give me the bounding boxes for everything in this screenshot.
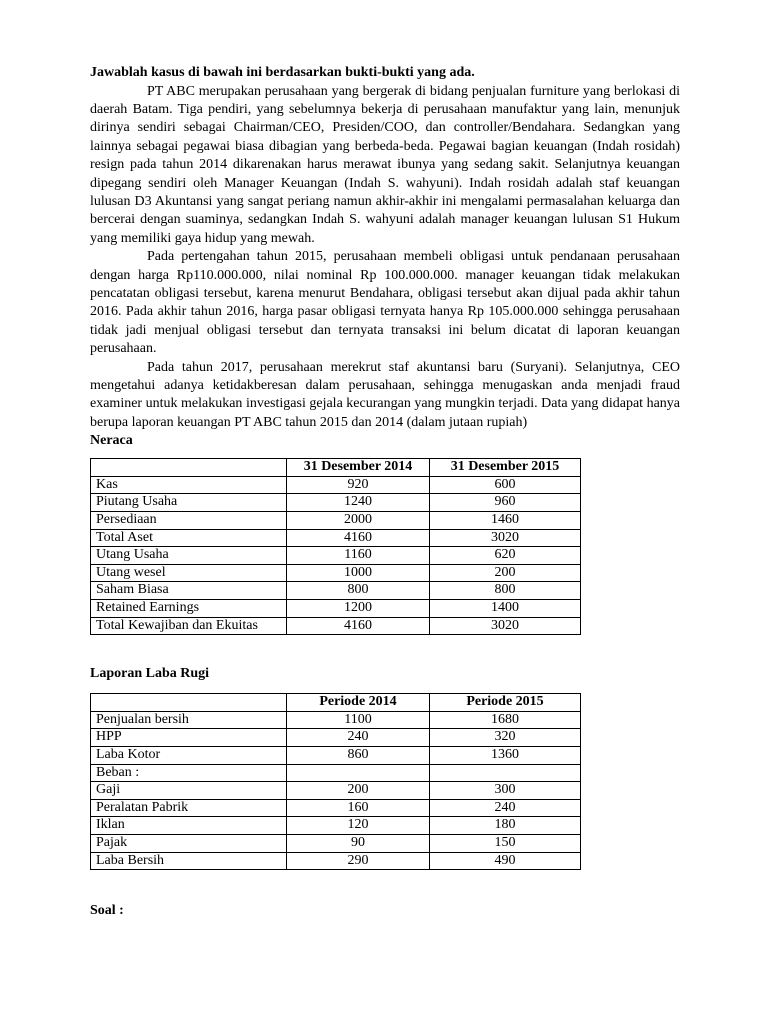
row-label: Saham Biasa — [91, 582, 287, 600]
value-2014: 200 — [287, 782, 430, 800]
value-2015: 150 — [430, 834, 581, 852]
value-2015 — [430, 764, 581, 782]
table-row — [91, 564, 581, 582]
row-label: Iklan — [91, 817, 287, 835]
row-label: Retained Earnings — [91, 599, 287, 617]
table-row — [91, 852, 581, 870]
laba-rugi-header-2015: Periode 2015 — [430, 694, 581, 712]
value-2014: 1160 — [287, 547, 430, 565]
value-2014: 1100 — [287, 711, 430, 729]
value-2014: 4160 — [287, 529, 430, 547]
row-label: Beban : — [91, 764, 287, 782]
neraca-table — [90, 458, 581, 635]
row-label: HPP — [91, 729, 287, 747]
table-row — [91, 512, 581, 530]
value-2014: 1000 — [287, 564, 430, 582]
table-row — [91, 782, 581, 800]
value-2014: 4160 — [287, 617, 430, 635]
value-2015: 300 — [430, 782, 581, 800]
row-label: Utang wesel — [91, 564, 287, 582]
table-row — [91, 582, 581, 600]
row-label: Piutang Usaha — [91, 494, 287, 512]
case-paragraph-2: Pada pertengahan tahun 2015, perusahaan membeli obligasi untuk pendanaan perusahaan dengan harga Rp110.000.000, nilai nominal Rp 100.000.000. manager keuangan tidak melakukan pencatatan obligasi tersebut, karena menurut Bendahara, obligasi tersebut akan dijual pada akhir tahun 2016. Pada akhir tahun 2016, harga pasar obligasi ternyata hanya Rp 105.000.000 sehingga perusahaan tidak jadi menjual obligasi tersebut dan ternyata transaksi ini belum dicatat di laporan keuangan perusahaan. — [90, 249, 680, 357]
laba-rugi-header-label — [91, 694, 287, 712]
value-2015: 180 — [430, 817, 581, 835]
table-row — [91, 547, 581, 565]
table-row — [91, 817, 581, 835]
row-label: Kas — [91, 476, 287, 494]
case-heading: Jawablah kasus di bawah ini berdasarkan bukti-bukti yang ada. — [90, 65, 475, 80]
row-label: Utang Usaha — [91, 547, 287, 565]
row-label: Total Aset — [91, 529, 287, 547]
table-row — [91, 729, 581, 747]
value-2014: 160 — [287, 799, 430, 817]
value-2014: 1240 — [287, 494, 430, 512]
row-label: Laba Kotor — [91, 746, 287, 764]
case-paragraph-3: Pada tahun 2017, perusahaan merekrut staf akuntansi baru (Suryani). Selanjutnya, CEO mengetahui adanya ketidakberesan dalam perusahaan, sehingga menugaskan anda menjadi fraud examiner untuk melakukan investigasi gejala kecurangan yang mungkin terjadi. Data yang didapat hanya berupa laporan keuangan PT ABC tahun 2015 dan 2014 (dalam jutaan rupiah) — [90, 359, 680, 430]
neraca-header-2015: 31 Desember 2015 — [430, 459, 581, 477]
table-row — [91, 711, 581, 729]
value-2014: 1200 — [287, 599, 430, 617]
value-2014 — [287, 764, 430, 782]
table-row — [91, 529, 581, 547]
neraca-title: Neraca — [90, 433, 133, 449]
value-2014: 290 — [287, 852, 430, 870]
table-row — [91, 599, 581, 617]
laba-rugi-header-2014: Periode 2014 — [287, 694, 430, 712]
value-2015: 240 — [430, 799, 581, 817]
value-2015: 1680 — [430, 711, 581, 729]
value-2015: 1400 — [430, 599, 581, 617]
neraca-header-label — [91, 459, 287, 477]
value-2015: 800 — [430, 582, 581, 600]
value-2015: 320 — [430, 729, 581, 747]
value-2015: 960 — [430, 494, 581, 512]
value-2015: 1360 — [430, 746, 581, 764]
row-label: Total Kewajiban dan Ekuitas — [91, 617, 287, 635]
value-2014: 860 — [287, 746, 430, 764]
value-2014: 800 — [287, 582, 430, 600]
value-2014: 90 — [287, 834, 430, 852]
value-2015: 3020 — [430, 529, 581, 547]
value-2015: 200 — [430, 564, 581, 582]
table-row — [91, 617, 581, 635]
value-2014: 120 — [287, 817, 430, 835]
laba-rugi-title: Laporan Laba Rugi — [90, 666, 210, 682]
value-2015: 3020 — [430, 617, 581, 635]
value-2014: 240 — [287, 729, 430, 747]
document-page — [90, 64, 680, 920]
value-2015: 1460 — [430, 512, 581, 530]
neraca-header-row — [91, 459, 581, 477]
table-row — [91, 834, 581, 852]
value-2015: 600 — [430, 476, 581, 494]
table-row — [91, 476, 581, 494]
row-label: Peralatan Pabrik — [91, 799, 287, 817]
row-label: Persediaan — [91, 512, 287, 530]
row-label: Gaji — [91, 782, 287, 800]
table-row — [91, 799, 581, 817]
soal-label: Soal : — [90, 903, 124, 919]
value-2015: 620 — [430, 547, 581, 565]
laba-rugi-header-row — [91, 694, 581, 712]
row-label: Laba Bersih — [91, 852, 287, 870]
value-2014: 2000 — [287, 512, 430, 530]
value-2014: 920 — [287, 476, 430, 494]
table-row — [91, 764, 581, 782]
row-label: Pajak — [91, 834, 287, 852]
value-2015: 490 — [430, 852, 581, 870]
laba-rugi-table — [90, 693, 581, 870]
neraca-header-2014: 31 Desember 2014 — [287, 459, 430, 477]
case-paragraph-1: PT ABC merupakan perusahaan yang bergerak di bidang penjualan furniture yang berlokasi di daerah Batam. Tiga pendiri, yang sebelumnya bekerja di perusahaan manufaktur yang lain, menunjuk dirinya sendiri sebagai Chairman/CEO, Presiden/COO, dan controller/Bendahara. Sedangkan yang lainnya sebagai pegawai biasa dibagian yang berbeda-beda. Pegawai bagian keuangan (Indah rosidah) resign pada tahun 2014 dikarenakan harus merawat ibunya yang sedang sakit. Selanjutnya keuangan dipegang sendiri oleh Manager Keuangan (Indah S. wahyuni). Indah rosidah adalah staf keuangan lulusan D3 Akuntansi yang sangat periang namun akhir-akhir ini mengalami permasalahan keluarga dan bercerai dengan suaminya, sedangkan Indah S. wahyuni adalah manager keuangan lulusan S1 Hukum yang memiliki gaya hidup yang mewah. — [90, 83, 680, 246]
row-label: Penjualan bersih — [91, 711, 287, 729]
table-row — [91, 746, 581, 764]
table-row — [91, 494, 581, 512]
